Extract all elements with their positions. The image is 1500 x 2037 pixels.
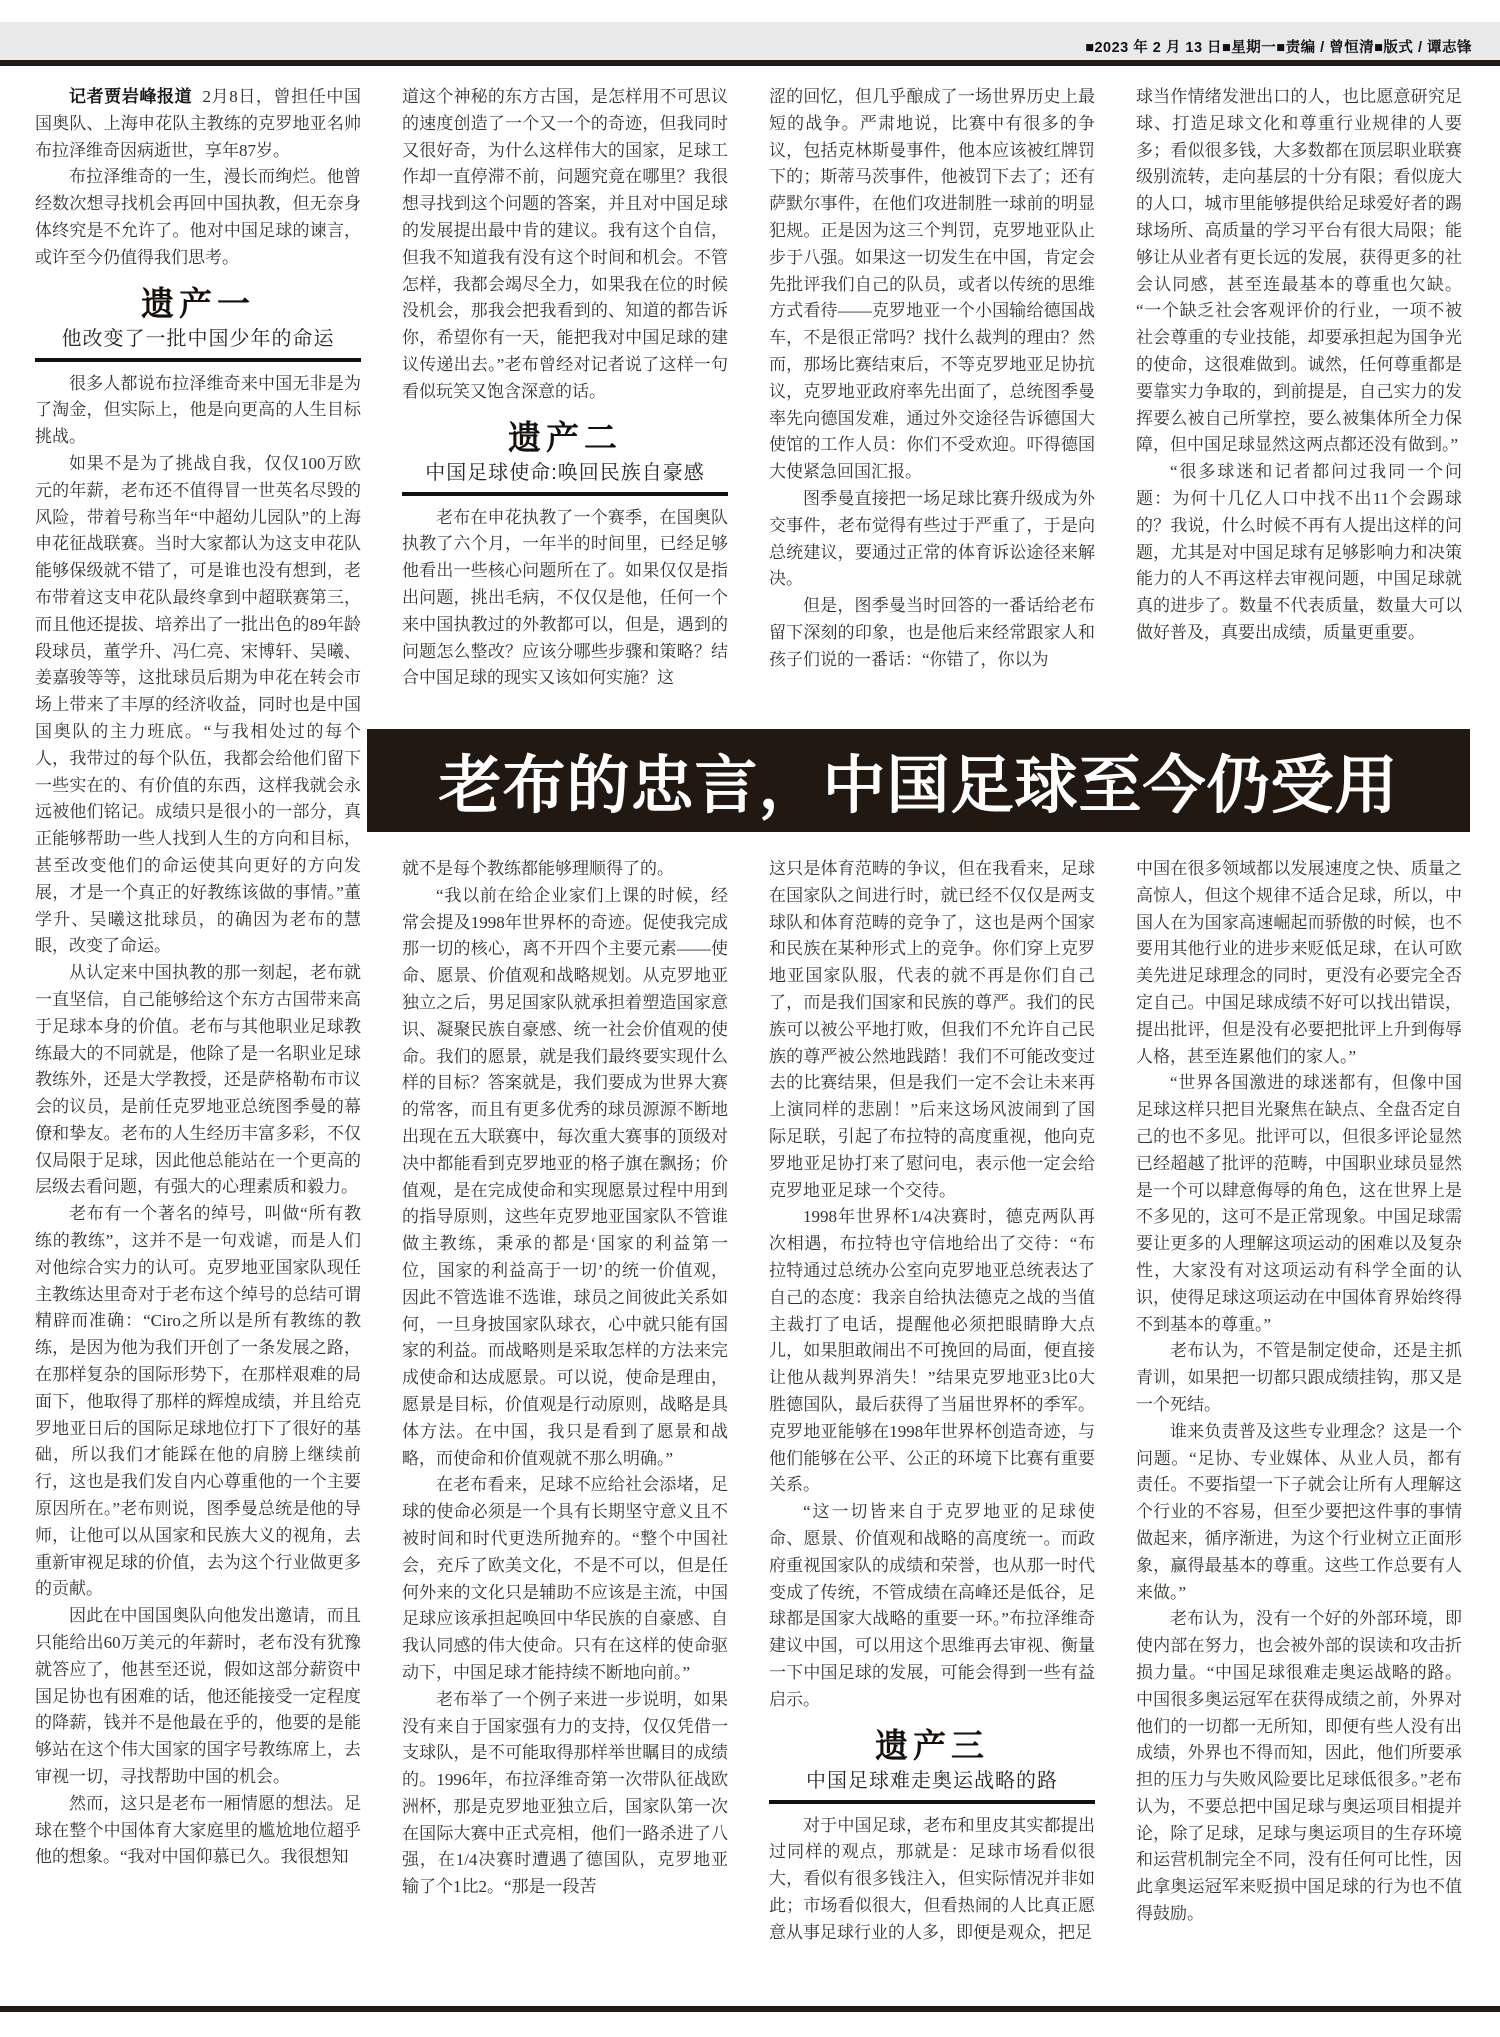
paragraph: 老布认为，不管是制定使命，还是主抓青训，如果把一切都只跟成绩挂钩，那又是一个死结。: [1136, 1341, 1462, 1414]
paragraph: 从认定来中国执教的那一刻起，老布就一直坚信，自己能够给这个东方古国带来高于足球本身的价值。老布与其他职业足球教练最大的不同就是，他除了是一名职业足球教练外，还是大学教授，还是萨格勒布市议会的议员，是前任克罗地亚总统图季曼的幕僚和挚友。老布的人生经历丰富多彩，不仅仅局限于足球，因此他总能站在一个更高的层级去看问题，有强大的心理素质和毅力。: [35, 963, 361, 1197]
paragraph: 老布有一个著名的绰号，叫做“所有教练的教练”，这并不是一句戏谑，而是人们对他综合实力的认可。克罗地亚国家队现任主教练达里奇对于老布这个绰号的总结可谓精辟而准确：“Ciro之所以是所有教练的教练，是因为他为我们开创了一条发展之路，在那样复杂的国际形势下，在那样艰难的局面下，他取得了那样的辉煌成绩，并且给克罗地亚日后的国际足球地位打下了很好的基础，所以我们才能踩在他的肩膀上继续前行，这也是我们发自内心尊重他的一个主要原因所在。”老布则说，图季曼总统是他的导师，让他可以从国家和民族大义的视角，去重新审视足球的价值，去为这个行业做更多的贡献。: [35, 1204, 361, 1599]
column-3-top: [769, 84, 1095, 714]
section-title: 遗产一: [141, 284, 255, 322]
headline-banner: [367, 729, 1470, 832]
column-1: [35, 84, 361, 1996]
column-2-bottom: [402, 856, 728, 1996]
column-4-top: [1136, 84, 1462, 714]
byline-label: 记者贾岩峰报道: [69, 87, 193, 106]
section-header-1: [35, 284, 361, 362]
paragraph: 如果不是为了挑战自我，仅仅100万欧元的年薪，老布还不值得冒一世英名尽毁的风险，带着号称当年“中超幼儿园队”的上海申花征战联赛。当时大家都认为这支申花队能够保级就不错了，可是谁也没有想到，老布带着这支申花队最终拿到中超联赛第三，而且他还提拔、培养出了一批出色的89年龄段球员，董学升、冯仁亮、宋博轩、吴曦、姜嘉骏等等，这批球员后期为申花在转会市场上带来了丰厚的经济收益，同时也是中国国奥队的主力班底。“与我相处过的每个人，我带过的每个队伍，我都会给他们留下一些实在的、有价值的东西，这样我就会永远被他们铭记。成绩只是很小的一部分，真正能够帮助一些人找到人生的方向和目标，甚至改变他们的命运使其向更好的方向发展，才是一个真正的好教练该做的事情。”董学升、吴曦这批球员，的确因为老布的慧眼，改变了命运。: [35, 453, 361, 956]
section-title: 遗产三: [875, 1726, 989, 1764]
section-title: 遗产二: [508, 418, 622, 456]
paragraph: 然而，这只是老布一厢情愿的想法。足球在整个中国体育大家庭里的尴尬地位超乎他的想象。“我对中国仰慕已久。我很想知: [35, 1793, 361, 1867]
paragraph: 很多人都说布拉泽维奇来中国无非是为了淘金，但实际上，他是向更高的人生目标挑战。: [35, 373, 361, 447]
headline-text: 老布的忠言，中国足球至今仍受用: [438, 751, 1399, 821]
section-rule: [35, 358, 361, 362]
paragraph: 就不是每个教练都能够理顺得了的。: [402, 859, 674, 878]
paragraph: 球当作情绪发泄出口的人，也比愿意研究足球、打造足球文化和尊重行业规律的人要多；看似很多钱，大多数都在顶层职业联赛级别流转，走向基层的十分有限；看似庞大的人口，城市里能够提供给足球爱好者的踢球场所、高质量的学习平台有很大局限；能够让从业者有更长远的发展，获得更多的社会认同感，甚至连最基本的尊重也欠缺。“一个缺乏社会客观评价的行业，一项不被社会尊重的专业技能，却要承担起为国争光的使命，这很难做到。诚然，任何尊重都是要靠实力争取的，到前提是，自己实力的发挥要么被自己所掌控，要么被集体所全力保障，但中国足球显然这两点都还没有做到。”: [1136, 87, 1462, 455]
paragraph: “我以前在给企业家们上课的时候，经常会提及1998年世界杯的奇迹。促使我完成那一切的核心，离不开四个主要元素——使命、愿景、价值观和战略规划。从克罗地亚独立之后，男足国家队就承担着塑造国家意识、凝聚民族自豪感、统一社会价值观的使命。我们的愿景，就是我们最终要实现什么样的目标？答案就是，我们要成为世界大赛的常客，而且有更多优秀的球员源源不断地出现在五大联赛中，每次重大赛事的顶级对决中都能看到克罗地亚的格子旗在飘扬；价值观，是在完成使命和实现愿景过程中用到的指导原则，这些年克罗地亚国家队不管谁做主教练，秉承的都是‘国家的利益第一位，国家的利益高于一切’的统一价值观，因此不管选谁不选谁，球员之间彼此关系如何，一旦身披国家队球衣，心中就只能有国家的利益。而战略则是采取怎样的方法来完成使命和达成愿景。可以说，使命是理由，愿景是目标，价值观是行动原则，战略是具体方法。在中国，我只是看到了愿景和战略，而使命和价值观就不那么明确。”: [402, 885, 728, 1468]
paragraph: 图季曼直接把一场足球比赛升级成为外交事件，老布觉得有些过于严重了，于是向总统建议，要通过正常的体育诉讼途径来解决。: [769, 488, 1095, 589]
masthead-info: ■2023 年 2 月 13 日■星期一■责编 / 曾恒清■版式 / 谭志锋: [1085, 40, 1472, 56]
column-2-top: [402, 84, 728, 714]
paragraph: 中国在很多领域都以发展速度之快、质量之高惊人，但这个规律不适合足球，所以，中国人在为国家高速崛起而骄傲的时候，也不要用其他行业的进步来贬低足球，在认可欧美先进足球理念的同时，更没有必要完全否定自己。中国足球成绩不好可以找出错误，提出批评，但是没有必要把批评上升到侮辱人格，甚至连累他们的家人。”: [1136, 859, 1462, 1066]
section-header-2: [402, 418, 728, 496]
masthead-band: [0, 22, 1500, 60]
paragraph: 道这个神秘的东方古国，是怎样用不可思议的速度创造了一个又一个的奇迹，但我同时又很好奇，为什么这样伟大的国家，足球工作却一直停滞不前，问题究竟在哪里？我很想寻找到这个问题的答案，并且对中国足球的发展提出最中肯的建议。我有这个自信，但我不知道我有没有这个时间和机会。不管怎样，我都会竭尽全力，如果我在位的时候没机会，那我会把我看到的、知道的都告诉你，希望你有一天，能把我对中国足球的建议传递出去。”老布曾经对记者说了这样一句看似玩笑又饱含深意的话。: [402, 87, 728, 401]
paragraph: 因此在中国国奥队向他发出邀请，而且只能给出60万美元的年薪时，老布没有犹豫就答应了，他甚至还说，假如这部分薪资中国足协也有困难的话，他还能接受一定程度的降薪，钱并不是他最在乎的，他要的是能够站在这个伟大国家的国字号教练席上，去审视一切，寻找帮助中国的机会。: [35, 1606, 361, 1787]
paragraph: 对于中国足球，老布和里皮其实都提出过同样的观点，那就是：足球市场看似很大，看似有很多钱注入，但实际情况并非如此；市场看似很大，但看热闹的人比真正愿意从事足球行业的人多，即便是观众，把足: [769, 1815, 1095, 1942]
section-rule: [402, 492, 728, 496]
column-3-bottom: [769, 856, 1095, 1996]
paragraph: 老布在申花执教了一个赛季，在国奥队执教了六个月，一年半的时间里，已经足够他看出一些核心问题所在了。如果仅仅是指出问题，挑出毛病，不仅仅是他，任何一个来中国执教过的外教都可以，但是，遇到的问题怎么整改？应该分哪些步骤和策略？结合中国足球的现实又该如何实施？这: [402, 507, 728, 688]
column-4-bottom: [1136, 856, 1462, 1996]
paragraph: 1998年世界杯1/4决赛时，德克两队再次相遇，布拉特也守信地给出了交待：“布拉特通过总统办公室向克罗地亚总统表达了自己的态度：我亲自给执法德克之战的当值主裁打了电话，提醒他必须把眼睛睁大点儿，如果胆敢闹出不可挽回的局面，便直接让他从裁判界消失！”结果克罗地亚3比0大胜德国队，最后获得了当届世界杯的季军。克罗地亚能够在1998年世界杯创造奇迹，与他们能够在公平、公正的环境下比赛有重要关系。: [769, 1207, 1095, 1495]
paragraph: “世界各国激进的球迷都有，但像中国足球这样只把目光聚焦在缺点、全盘否定自己的也不多见。批评可以，但很多评论显然已经超越了批评的范畴，中国职业球员显然是一个可以肆意侮辱的角色，这在世界上是不多见的，这可不是正常现象。中国足球需要让更多的人理解这项运动的困难以及复杂性，大家没有对这项运动有科学全面的认识，使得足球这项运动在中国体育界始终得不到基本的尊重。”: [1136, 1073, 1462, 1334]
section-header-3: [769, 1726, 1095, 1804]
section-subtitle: 中国足球难走奥运战略的路: [806, 1769, 1058, 1792]
lead-paragraph: [35, 84, 361, 164]
section-rule: [769, 1800, 1095, 1804]
paragraph: “很多球迷和记者都问过我同一个问题：为何十几亿人口中找不出11个会踢球的？我说，什么时候不再有人提出这样的问题，尤其是对中国足球有足够影响力和决策能力的人不再这样去审视问题，中国足球就真的进步了。数量不代表质量，数量大可以做好普及，真要出成绩，质量更重要。: [1136, 462, 1462, 642]
bottom-rule: [0, 2006, 1500, 2012]
paragraph: “这一切皆来自于克罗地亚的足球使命、愿景、价值观和战略的高度统一。而政府重视国家队的成绩和荣誉，也从那一时代变成了传统，不管成绩在高峰还是低谷，足球都是国家大战略的重要一环。”布拉泽维奇建议中国，可以用这个思维再去审视、衡量一下中国足球的发展，可能会得到一些有益启示。: [769, 1502, 1095, 1709]
paragraph: 老布举了一个例子来进一步说明，如果没有来自于国家强有力的支持，仅仅凭借一支球队，是不可能取得那样举世瞩目的成绩的。1996年，布拉泽维奇第一次带队征战欧洲杯，那是克罗地亚独立后，国家队第一次在国际大赛中正式亮相，他们一路杀进了八强，在1/4决赛时遭遇了德国队，克罗地亚输了个1比2。“那是一段苦: [402, 1689, 728, 1897]
paragraph: 在老布看来，足球不应给社会添堵，足球的使命必须是一个具有长期坚守意义且不被时间和时代更迭所抛弃的。“整个中国社会，充斥了欧美文化，不是不可以，但是任何外来的文化只是辅助不应该是主流，中国足球应该承担起唤回中华民族的自豪感、自我认同感的伟大使命。只有在这样的使命驱动下，中国足球才能持续不断地向前。”: [402, 1475, 728, 1682]
paragraph: 老布认为，没有一个好的外部环境，即使内部在努力，也会被外部的误读和攻击折损力量。“中国足球很难走奥运战略的路。中国很多奥运冠军在获得成绩之前，外界对他们的一切都一无所知，即便有些人没有出成绩，外界也不得而知，因此，他们所要承担的压力与失败风险要比足球低很多。”老布认为，不要总把中国足球与奥运项目相提并论，除了足球，足球与奥运项目的生存环境和运营机制完全不同，没有任何可比性，因此拿奥运冠军来贬损中国足球的行为也不值得鼓励。: [1136, 1609, 1462, 1924]
paragraph: 布拉泽维奇的一生，漫长而绚烂。他曾经数次想寻找机会再回中国执教，但无奈身体终究是不允许了。他对中国足球的谏言，或许至今仍值得我们思考。: [35, 167, 361, 267]
top-rule: [0, 60, 1500, 66]
paragraph: 但是，图季曼当时回答的一番话给老布留下深刻的印象，也是他后来经常跟家人和孩子们说的一番话：“你错了，你以为: [769, 596, 1095, 669]
section-subtitle: 中国足球使命:唤回民族自豪感: [425, 461, 705, 484]
paragraph: 这只是体育范畴的争议，但在我看来，足球在国家队之间进行时，就已经不仅仅是两支球队和体育范畴的竞争了，这也是两个国家和民族在某种形式上的竞争。你们穿上克罗地亚国家队服，代表的就不再是你们自己了，而是我们国家和民族的尊严。我们的民族可以被公平地打败，但我们不允许自己民族的尊严被公然地践踏！我们不可能改变过去的比赛结果，但是我们一定不会让未来再上演同样的悲剧！”后来这场风波闹到了国际足联，引起了布拉特的高度重视，他向克罗地亚足协打来了慰问电，表示他一定会给克罗地亚足球一个交待。: [769, 859, 1095, 1200]
paragraph: 谁来负责普及这些专业理念？这是一个问题。“足协、专业媒体、从业人员，都有责任。不要指望一下子就会让所有人理解这个行业的不容易，但至少要把这件事的事情做起来，循序渐进，为这个行业树立正面形象，赢得最基本的尊重。这些工作总要有人来做。”: [1136, 1421, 1462, 1602]
paragraph: 涩的回忆，但几乎酿成了一场世界历史上最短的战争。严肃地说，比赛中有很多的争议，包括克林斯曼事件，他本应该被红牌罚下的；斯蒂马茨事件，他被罚下去了；还有萨默尔事件，在他们攻进制胜一球前的明显犯规。正是因为这三个判罚，克罗地亚队止步于八强。如果这一切发生在中国，肯定会先批评我们自己的队员，或者以传统的思维方式看待——克罗地亚一个小国输给德国战车，不是很正常吗？找什么裁判的理由？然而，那场比赛结束后，不等克罗地亚足协抗议，克罗地亚政府率先出面了，总统图季曼率先向德国发难，通过外交途径告诉德国大使馆的工作人员：你们不受欢迎。吓得德国大使紧急回国汇报。: [769, 87, 1095, 482]
lead-text: 2月8日，曾担任中国国奥队、上海申花队主教练的克罗地亚名帅布拉泽维奇因病逝世，享年87岁。: [35, 87, 361, 160]
section-subtitle: 他改变了一批中国少年的命运: [61, 327, 335, 350]
